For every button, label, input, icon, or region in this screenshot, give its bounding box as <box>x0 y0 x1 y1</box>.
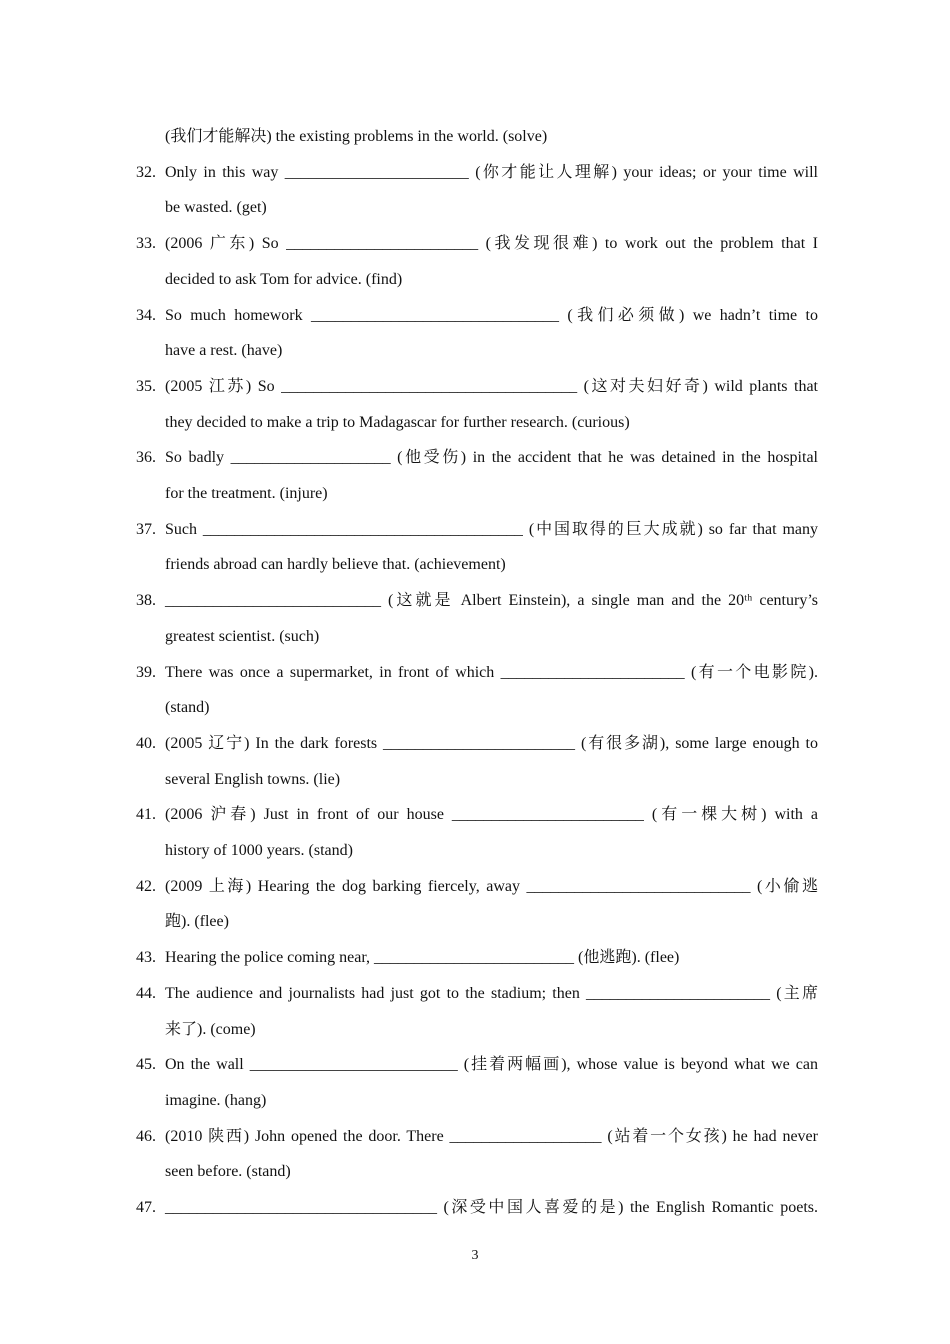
question-line: have a rest. (have) <box>165 342 283 359</box>
question-line: 跑). (flee) <box>165 913 229 930</box>
question-line: 来了). (come) <box>165 1021 256 1038</box>
question-line: There was once a supermarket, in front of which _______________________ (有一个电影院). <box>165 664 818 681</box>
question-number: 32. <box>136 164 156 181</box>
question-line: (2005 辽宁) In the dark forests ________________________ (有很多湖), some large enough to <box>165 735 818 752</box>
question-number: 37. <box>136 521 156 538</box>
page-number: 3 <box>471 1248 479 1263</box>
question-number: 38. <box>136 592 156 609</box>
question-number: 43. <box>136 949 156 966</box>
question-number: 41. <box>136 806 156 823</box>
question-line: for the treatment. (injure) <box>165 485 328 502</box>
question-line: Only in this way _______________________ (你才能让人理解) your ideas; or your time will <box>165 164 818 181</box>
question-line: ___________________________ (这就是 Albert Einstein), a single man and the 20ᵗʰ century’s <box>165 592 818 609</box>
question-number: 46. <box>136 1128 156 1145</box>
question-line: imagine. (hang) <box>165 1092 267 1109</box>
question-line: (2006 沪春) Just in front of our house ________________________ (有一棵大树) with a <box>165 806 818 823</box>
question-line: (2006 广东) So ________________________ (我发现很难) to work out the problem that I <box>165 235 818 252</box>
question-number: 40. <box>136 735 156 752</box>
question-number: 44. <box>136 985 156 1002</box>
question-line: several English towns. (lie) <box>165 771 341 788</box>
question-line: On the wall __________________________ (挂着两幅画), whose value is beyond what we can <box>165 1056 818 1073</box>
question-line: greatest scientist. (such) <box>165 628 320 645</box>
question-line: (我们才能解决) the existing problems in the world. (solve) <box>165 128 548 145</box>
question-number: 35. <box>136 378 156 395</box>
question-line: (2010 陕西) John opened the door. There ___________________ (站着一个女孩) he had never <box>165 1128 818 1145</box>
question-line: history of 1000 years. (stand) <box>165 842 353 859</box>
question-line: So much homework _______________________________ (我们必须做) we hadn’t time to <box>165 307 818 324</box>
question-number: 47. <box>136 1199 156 1216</box>
question-line: decided to ask Tom for advice. (find) <box>165 271 403 288</box>
question-line: The audience and journalists had just got to the stadium; then _______________________ (主席 <box>165 985 818 1002</box>
question-line: be wasted. (get) <box>165 199 267 216</box>
question-line: they decided to make a trip to Madagascar for further research. (curious) <box>165 414 630 431</box>
question-number: 39. <box>136 664 156 681</box>
question-line: seen before. (stand) <box>165 1163 291 1180</box>
question-line: (2005 江苏) So _____________________________________ (这对夫妇好奇) wild plants that <box>165 378 818 395</box>
question-line: So badly ____________________ (他受伤) in the accident that he was detained in the hospital <box>165 449 818 466</box>
question-line: (2009 上海) Hearing the dog barking fiercely, away ____________________________ (小偷逃 <box>165 878 818 895</box>
question-line: __________________________________ (深受中国人喜爱的是) the English Romantic poets. <box>165 1199 818 1216</box>
question-line: (stand) <box>165 699 210 716</box>
question-number: 45. <box>136 1056 156 1073</box>
question-number: 34. <box>136 307 156 324</box>
question-line: Such ________________________________________ (中国取得的巨大成就) so far that many <box>165 521 818 538</box>
question-line: Hearing the police coming near, _________________________ (他逃跑). (flee) <box>165 949 680 966</box>
question-number: 33. <box>136 235 156 252</box>
question-number: 42. <box>136 878 156 895</box>
question-number: 36. <box>136 449 156 466</box>
question-line: friends abroad can hardly believe that. (achievement) <box>165 556 506 573</box>
